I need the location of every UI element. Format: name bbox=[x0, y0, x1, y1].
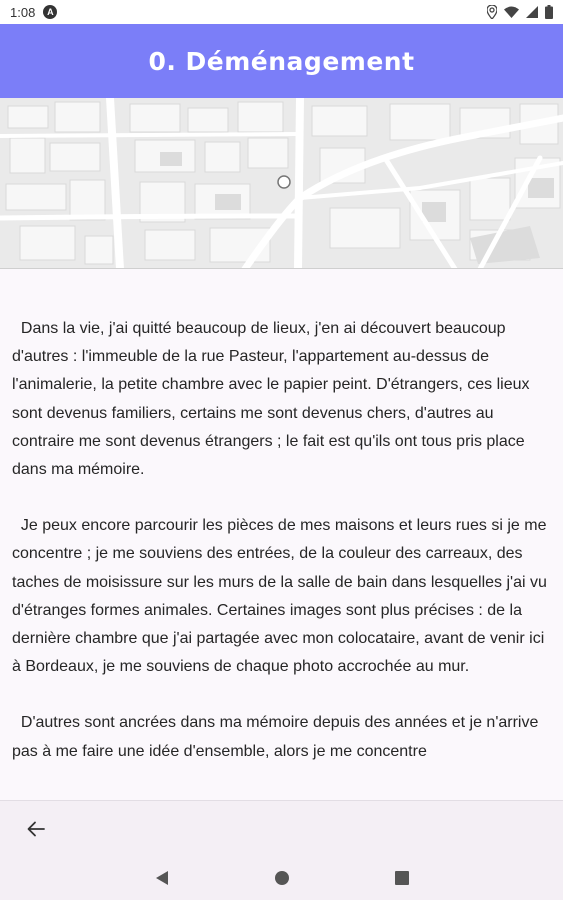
map-illustration bbox=[0, 98, 563, 269]
map-image bbox=[0, 98, 563, 269]
signal-icon bbox=[526, 6, 538, 18]
bottom-toolbar bbox=[0, 800, 563, 856]
status-bar bbox=[0, 0, 563, 24]
page-title: 0. Déménagement bbox=[148, 46, 415, 76]
arrow-back-icon bbox=[27, 820, 45, 838]
status-left bbox=[10, 5, 57, 20]
nav-recents-button[interactable] bbox=[390, 866, 414, 890]
back-button[interactable] bbox=[22, 815, 50, 843]
status-time: 1:08 bbox=[10, 4, 36, 20]
wifi-icon bbox=[504, 6, 519, 18]
battery-icon bbox=[545, 5, 553, 19]
system-nav-bar bbox=[0, 856, 563, 900]
nav-back-button[interactable] bbox=[150, 866, 174, 890]
app-bar bbox=[0, 24, 563, 98]
android-auto-icon: A bbox=[43, 5, 57, 19]
nav-back-icon bbox=[155, 870, 169, 886]
status-right bbox=[487, 5, 553, 19]
nav-home-button[interactable] bbox=[270, 866, 294, 890]
location-icon bbox=[487, 5, 497, 19]
story-content[interactable] bbox=[0, 269, 563, 800]
nav-recents-icon bbox=[395, 871, 409, 885]
story-paragraph: Dans la vie, j'ai quitté beaucoup de lieux, j'en ai découvert beaucoup d'autres : l'immeuble de la rue Pasteur, l'appartement au-dessus de l'animalerie, la petite chambre avec le papier peint. D'étrangers, ces lieux sont devenus familiers, certains me sont devenus chers, d'autres au contraire me sont devenus étrangers ; le fait est qu'ils ont tous pris place dans ma mémoire. bbox=[12, 320, 530, 479]
story-paragraph: D'autres sont ancrées dans ma mémoire depuis des années et je n'arrive pas à me faire une idée d'ensemble, alors je me concentre bbox=[12, 714, 539, 760]
nav-home-icon bbox=[274, 870, 290, 886]
story-paragraph: Je peux encore parcourir les pièces de mes maisons et leurs rues si je me concentre ; je me souviens des entrées, de la couleur des carreaux, des taches de moisissure sur les murs de la salle de bain dans lesquelles j'ai vu d'étranges formes animales. Certaines images sont plus précises : de la dernière chambre que j'ai partagée avec mon colocataire, avant de venir ici à Bordeaux, je me souviens de chaque photo accrochée au mur. bbox=[12, 517, 547, 676]
